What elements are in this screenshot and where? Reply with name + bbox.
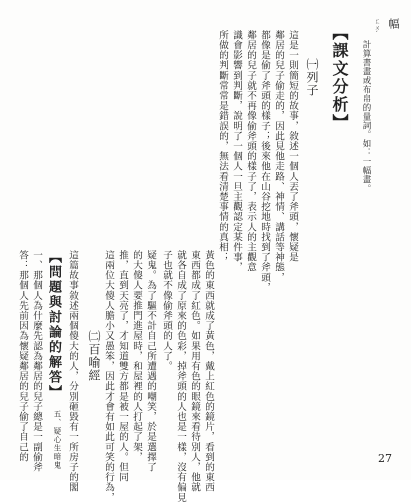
analysis-line: 鄰居的兒子就不再像偷斧頭的樣子了，表示人的主觀意 (245, 30, 256, 273)
analysis-line: 都像是偷了斧頭的樣子；後來他在山谷挖地時找到了斧頭， (259, 30, 270, 293)
analysis-line: 黃色的東西就成了黃色，戴上紅色的鏡片，看到的東西 (203, 250, 214, 493)
analysis-item-label: ㈡百喻經 (87, 330, 101, 382)
analysis-line: 鄰居的兒子偷走的，因此見他走路、神情、講話等神態， (273, 30, 284, 283)
vocab-reading: ㄈㄨˊ (373, 18, 380, 39)
page-number: 27 (378, 452, 392, 465)
analysis-item-label: ㈠列子 (305, 58, 319, 97)
analysis-line: 識會影響到判斷，說明了一個人一旦主觀認定某件事， (231, 30, 242, 273)
vocab-definition: 計算書畫或布帛的量詞。如：一幅畫。 (361, 40, 371, 193)
analysis-line: 這是一則簡短的故事，敘述一個人丟了斧頭，懷疑是 (287, 30, 298, 263)
analysis-line: 東西都成了紅色。如果用有色的眼鏡來看待別人，他就 (189, 250, 200, 493)
answer-1-line: 答：那個人先前因為懷疑鄰居的兒子偷了自己的 (17, 250, 28, 463)
qa-intro-line: 的大傻人要推門進屋時，和屋裡的人打起了架， (131, 250, 142, 463)
qa-intro-line: 疑鬼。為了驅不計自己所遭遇的嘲笑，於是選擇了 (145, 250, 156, 473)
analysis-line: 所做的判斷常常是錯誤的，無法看清楚事情的真相； (217, 30, 228, 263)
analysis-line: 子也就不像偷斧頭的人了。 (161, 250, 172, 372)
analysis-line: 這篇故事敘述兩個傻大的人，分別砸毀有一所房子的閣 (67, 250, 78, 493)
section-heading-analysis: 【課文分析】 (330, 24, 349, 132)
qa-intro-line: 這兩位大傻人膽小又愚笨，因此才會有如此可笑的行為， (103, 250, 114, 503)
analysis-line: 就各自成了原來的色彩，掉斧頭的人也是一樣，沒有偏見 (175, 250, 186, 503)
qa-intro-line: 推，直到天亮了，才知道雙方都是被一屋的人。但同 (117, 250, 128, 483)
section-heading-qa: 【問題與討論的解答】 (46, 250, 61, 400)
question-1: 一、那個人為什麼先認為鄰居的兒子總是一副偷斧 (31, 250, 42, 473)
lesson-footer: 五、疑心生暗鬼 (53, 410, 62, 470)
vocab-term: 幅 (387, 18, 400, 30)
